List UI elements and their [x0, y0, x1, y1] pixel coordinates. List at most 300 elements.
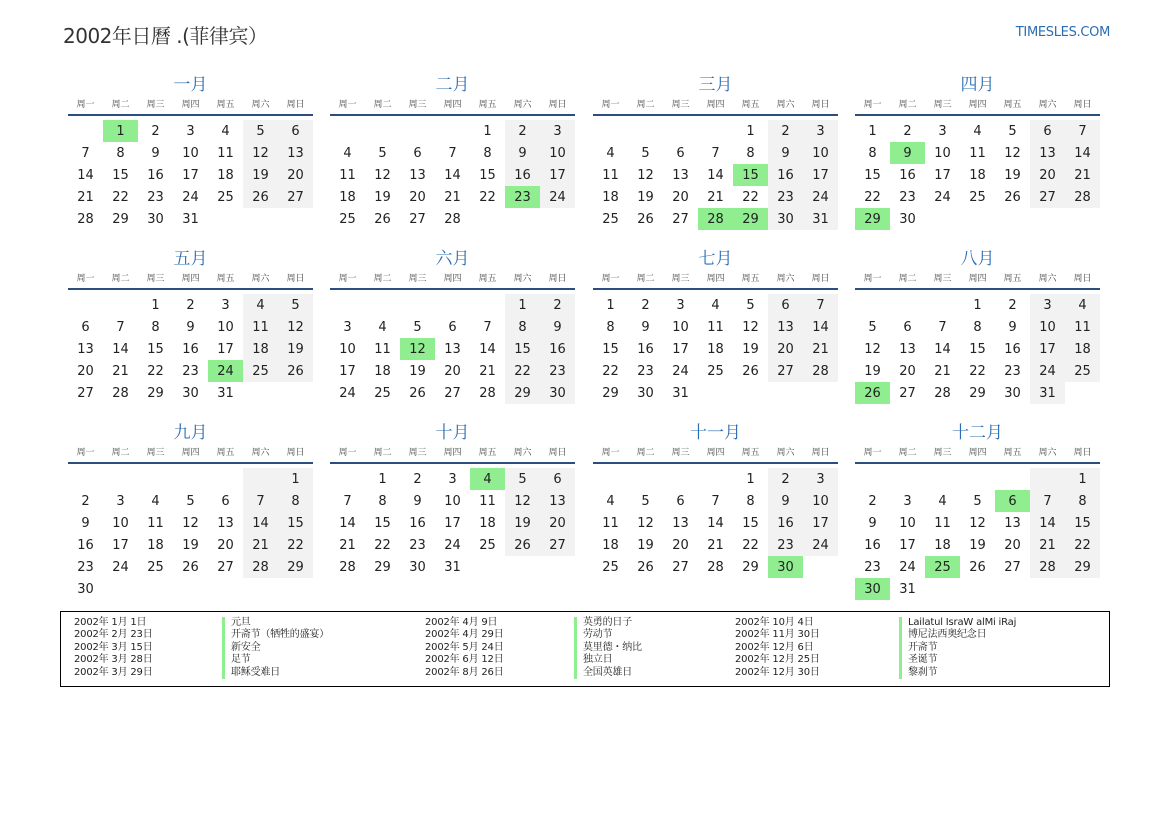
day-cell: 27	[278, 186, 313, 208]
month-block	[68, 248, 313, 404]
day-cell: 7	[343, 493, 352, 509]
weekday-label: 周四	[181, 274, 200, 284]
day-cell: 21	[339, 537, 356, 553]
day-cell: 25	[339, 211, 356, 227]
day-cell: 29	[278, 556, 313, 578]
day-cell: 15	[374, 515, 391, 531]
holiday-dates-col-1	[74, 617, 153, 679]
holiday-list	[60, 611, 1110, 687]
day-cell: 8	[151, 319, 160, 335]
day-cell: 12	[243, 142, 278, 164]
day-cell: 7	[1030, 490, 1065, 512]
day-cell: 23	[77, 559, 94, 575]
empty-day-cell	[1065, 208, 1100, 230]
day-cell: 26	[505, 534, 540, 556]
weekday-label: 周六	[1038, 100, 1057, 110]
weekday-label: 周六	[776, 100, 795, 110]
day-cell: 8	[746, 493, 755, 509]
holiday-date: 2002年 12月 25日	[735, 654, 820, 666]
day-cell: 3	[938, 123, 947, 139]
day-cell: 20	[1004, 537, 1021, 553]
empty-day-cell	[890, 294, 925, 316]
holiday-name: 圣诞节	[908, 654, 938, 666]
day-cell: 19	[637, 189, 654, 205]
day-cell: 20	[768, 338, 803, 360]
weekday-label: 周五	[478, 448, 497, 458]
day-cell: 28	[243, 556, 278, 578]
holiday-date: 2002年 6月 12日	[425, 654, 504, 666]
day-cell: 24	[803, 534, 838, 556]
empty-day-cell	[68, 120, 103, 142]
day-cell: 28	[1065, 186, 1100, 208]
day-cell: 9	[186, 319, 195, 335]
empty-day-cell	[855, 294, 890, 316]
day-cell: 10	[540, 142, 575, 164]
day-cell: 1	[151, 297, 160, 313]
day-cell: 15	[1065, 512, 1100, 534]
day-cell: 3	[803, 468, 838, 490]
day-cell: 13	[899, 341, 916, 357]
day-cell: 15	[864, 167, 881, 183]
day-cell: 22	[864, 189, 881, 205]
empty-day-cell	[330, 294, 365, 316]
day-cell: 3	[803, 120, 838, 142]
weekday-label: 周一	[76, 448, 95, 458]
day-cell: 25	[707, 363, 724, 379]
empty-day-cell	[995, 208, 1030, 230]
weekday-label: 周三	[408, 448, 427, 458]
day-cell: 12	[182, 515, 199, 531]
day-cell: 9	[868, 515, 877, 531]
day-cell: 8	[116, 145, 125, 161]
day-cell: 13	[1004, 515, 1021, 531]
day-cell: 11	[339, 167, 356, 183]
month-name: 一月	[173, 75, 208, 95]
day-cell: 11	[1065, 316, 1100, 338]
holiday-name: 黎刹节	[908, 666, 938, 678]
day-cell: 2	[540, 294, 575, 316]
holiday-name: 耶稣受难日	[231, 666, 280, 678]
day-cell: 29	[602, 385, 619, 401]
day-cell: 19	[742, 341, 759, 357]
holiday-date: 2002年 3月 28日	[74, 654, 153, 666]
day-cell: 4	[378, 319, 387, 335]
day-cell: 6	[540, 468, 575, 490]
day-cell: 22	[742, 537, 759, 553]
holiday-date: 2002年 3月 29日	[74, 666, 153, 678]
weekday-label: 周四	[443, 100, 462, 110]
weekday-label: 周六	[251, 274, 270, 284]
day-cell: 27	[77, 385, 94, 401]
day-cell: 4	[343, 145, 352, 161]
weekday-label: 周五	[1003, 274, 1022, 284]
day-cell: 15	[742, 515, 759, 531]
day-cell: 25	[243, 360, 278, 382]
weekday-label: 周四	[706, 274, 725, 284]
weekday-label: 周三	[671, 274, 690, 284]
day-cell: 4	[243, 294, 278, 316]
day-cell: 31	[672, 385, 689, 401]
day-cell: 29	[374, 559, 391, 575]
empty-day-cell	[1065, 578, 1100, 600]
day-cell: 26	[374, 211, 391, 227]
day-cell: 2	[868, 493, 877, 509]
day-cell: 25	[147, 559, 164, 575]
month-block	[593, 74, 838, 230]
day-grid	[855, 120, 1100, 230]
month-block	[593, 422, 838, 578]
day-cell: 6	[1030, 120, 1065, 142]
day-cell: 26	[742, 363, 759, 379]
day-cell: 7	[81, 145, 90, 161]
empty-day-cell	[243, 382, 278, 404]
day-cell: 24	[899, 559, 916, 575]
day-cell: 15	[733, 164, 768, 186]
weekday-label: 周六	[251, 448, 270, 458]
holiday-date: 2002年 12月 6日	[735, 641, 814, 653]
month-name: 七月	[698, 249, 733, 269]
empty-day-cell	[733, 382, 768, 404]
day-cell: 10	[444, 493, 461, 509]
day-cell: 6	[903, 319, 912, 335]
day-cell: 8	[278, 490, 313, 512]
day-cell: 18	[374, 363, 391, 379]
holiday-name: Lailatul IsraW alMi iRaj	[908, 617, 1017, 628]
empty-day-cell	[330, 120, 365, 142]
empty-day-cell	[243, 468, 278, 490]
weekday-header	[855, 272, 1100, 290]
day-cell: 20	[409, 189, 426, 205]
day-cell: 20	[899, 363, 916, 379]
weekday-label: 周三	[671, 448, 690, 458]
weekday-label: 周日	[1073, 274, 1092, 284]
day-cell: 6	[676, 493, 685, 509]
day-cell: 19	[969, 537, 986, 553]
day-cell: 19	[243, 164, 278, 186]
day-cell: 15	[969, 341, 986, 357]
day-cell: 14	[803, 316, 838, 338]
weekday-label: 周六	[513, 274, 532, 284]
day-cell: 8	[378, 493, 387, 509]
day-cell: 8	[1065, 490, 1100, 512]
empty-day-cell	[698, 382, 733, 404]
day-cell: 12	[637, 167, 654, 183]
empty-day-cell	[960, 208, 995, 230]
day-cell: 4	[221, 123, 230, 139]
weekday-label: 周三	[933, 100, 952, 110]
day-cell: 11	[602, 515, 619, 531]
weekday-label: 周二	[111, 100, 130, 110]
day-cell: 13	[672, 515, 689, 531]
day-cell: 17	[672, 341, 689, 357]
day-cell: 3	[676, 297, 685, 313]
day-cell: 8	[746, 145, 755, 161]
weekday-label: 周四	[181, 100, 200, 110]
site-link[interactable]: TIMESLES.COM	[1015, 25, 1110, 40]
day-cell: 6	[995, 490, 1030, 512]
holiday-name: 莫里德・纳比	[583, 641, 642, 653]
empty-day-cell	[68, 468, 103, 490]
day-cell: 1	[868, 123, 877, 139]
day-cell: 12	[637, 515, 654, 531]
weekday-label: 周六	[1038, 448, 1057, 458]
holiday-date: 2002年 5月 24日	[425, 641, 504, 653]
day-cell: 9	[641, 319, 650, 335]
day-cell: 22	[374, 537, 391, 553]
weekday-header	[330, 272, 575, 290]
day-cell: 30	[637, 385, 654, 401]
day-cell: 21	[707, 537, 724, 553]
day-cell: 20	[672, 537, 689, 553]
empty-day-cell	[593, 120, 628, 142]
day-cell: 23	[864, 559, 881, 575]
weekday-label: 周四	[443, 274, 462, 284]
holiday-name: 全国英雄日	[583, 666, 632, 678]
holiday-name: 博尼法西奥纪念日	[908, 629, 987, 641]
day-cell: 7	[711, 493, 720, 509]
day-cell: 22	[602, 363, 619, 379]
day-cell: 28	[1030, 556, 1065, 578]
weekday-header	[593, 98, 838, 116]
day-cell: 5	[641, 145, 650, 161]
day-cell: 24	[672, 363, 689, 379]
weekday-label: 周五	[741, 100, 760, 110]
month-name: 六月	[435, 249, 470, 269]
weekday-label: 周日	[286, 100, 305, 110]
weekday-label: 周一	[863, 448, 882, 458]
day-cell: 19	[409, 363, 426, 379]
weekday-label: 周日	[548, 100, 567, 110]
weekday-label: 周二	[111, 448, 130, 458]
day-cell: 8	[483, 145, 492, 161]
weekday-label: 周三	[146, 448, 165, 458]
day-cell: 13	[1030, 142, 1065, 164]
weekday-label: 周一	[76, 274, 95, 284]
day-cell: 27	[540, 534, 575, 556]
day-cell: 5	[378, 145, 387, 161]
day-cell: 1	[103, 120, 138, 142]
empty-day-cell	[768, 382, 803, 404]
day-cell: 16	[147, 167, 164, 183]
weekday-label: 周五	[478, 274, 497, 284]
month-block	[330, 248, 575, 404]
day-cell: 19	[278, 338, 313, 360]
empty-day-cell	[400, 120, 435, 142]
day-cell: 23	[768, 186, 803, 208]
day-cell: 3	[221, 297, 230, 313]
weekday-label: 周一	[338, 100, 357, 110]
day-cell: 29	[855, 208, 890, 230]
day-cell: 9	[540, 316, 575, 338]
empty-day-cell	[995, 468, 1030, 490]
day-cell: 10	[217, 319, 234, 335]
weekday-header	[68, 446, 313, 464]
month-name: 二月	[435, 75, 470, 95]
day-cell: 2	[186, 297, 195, 313]
empty-day-cell	[628, 120, 663, 142]
day-cell: 9	[890, 142, 925, 164]
day-cell: 12	[278, 316, 313, 338]
holiday-names-col-1	[222, 617, 329, 679]
empty-day-cell	[540, 556, 575, 578]
day-cell: 6	[413, 145, 422, 161]
day-cell: 30	[768, 208, 803, 230]
day-cell: 27	[444, 385, 461, 401]
day-cell: 22	[742, 189, 759, 205]
weekday-label: 周二	[373, 448, 392, 458]
day-cell: 11	[602, 167, 619, 183]
day-cell: 28	[707, 559, 724, 575]
empty-day-cell	[593, 468, 628, 490]
weekday-label: 周四	[968, 274, 987, 284]
day-cell: 4	[711, 297, 720, 313]
day-cell: 17	[339, 363, 356, 379]
day-cell: 10	[339, 341, 356, 357]
day-grid	[593, 468, 838, 578]
day-cell: 17	[899, 537, 916, 553]
day-cell: 23	[182, 363, 199, 379]
weekday-label: 周六	[776, 448, 795, 458]
weekday-header	[855, 98, 1100, 116]
empty-day-cell	[243, 208, 278, 230]
day-cell: 19	[182, 537, 199, 553]
holiday-date: 2002年 1月 1日	[74, 617, 147, 628]
day-cell: 29	[1065, 556, 1100, 578]
month-block	[68, 74, 313, 230]
day-cell: 14	[1030, 512, 1065, 534]
weekday-label: 周日	[1073, 448, 1092, 458]
weekday-label: 周四	[706, 100, 725, 110]
day-cell: 24	[1030, 360, 1065, 382]
day-cell: 10	[1030, 316, 1065, 338]
day-cell: 22	[147, 363, 164, 379]
day-cell: 30	[147, 211, 164, 227]
day-cell: 19	[637, 537, 654, 553]
day-cell: 7	[448, 145, 457, 161]
day-cell: 11	[217, 145, 234, 161]
empty-day-cell	[925, 294, 960, 316]
day-cell: 1	[606, 297, 615, 313]
day-cell: 17	[540, 164, 575, 186]
weekday-label: 周四	[706, 448, 725, 458]
day-cell: 4	[606, 493, 615, 509]
empty-day-cell	[1030, 578, 1065, 600]
day-cell: 27	[672, 559, 689, 575]
day-grid	[593, 120, 838, 230]
day-cell: 6	[221, 493, 230, 509]
day-cell: 21	[1030, 534, 1065, 556]
month-name: 十月	[435, 423, 470, 443]
empty-day-cell	[173, 468, 208, 490]
day-cell: 14	[934, 341, 951, 357]
day-cell: 8	[868, 145, 877, 161]
day-cell: 7	[938, 319, 947, 335]
day-cell: 5	[278, 294, 313, 316]
month-name: 四月	[960, 75, 995, 95]
day-cell: 24	[934, 189, 951, 205]
empty-day-cell	[505, 208, 540, 230]
day-cell: 28	[339, 559, 356, 575]
day-cell: 2	[768, 120, 803, 142]
day-cell: 28	[77, 211, 94, 227]
weekday-label: 周四	[181, 448, 200, 458]
day-cell: 12	[969, 515, 986, 531]
day-cell: 12	[374, 167, 391, 183]
holiday-date: 2002年 3月 15日	[74, 641, 153, 653]
month-block	[855, 74, 1100, 230]
weekday-label: 周二	[898, 448, 917, 458]
day-cell: 14	[707, 515, 724, 531]
holiday-name: 独立日	[583, 654, 613, 666]
day-cell: 23	[1004, 363, 1021, 379]
month-name: 九月	[173, 423, 208, 443]
day-cell: 5	[973, 493, 982, 509]
day-cell: 2	[641, 297, 650, 313]
weekday-label: 周日	[811, 100, 830, 110]
day-cell: 8	[505, 316, 540, 338]
weekday-label: 周四	[443, 448, 462, 458]
day-cell: 5	[243, 120, 278, 142]
day-cell: 27	[1004, 559, 1021, 575]
day-cell: 2	[1008, 297, 1017, 313]
day-cell: 1	[483, 123, 492, 139]
holiday-date: 2002年 10月 4日	[735, 617, 814, 628]
day-cell: 4	[470, 468, 505, 490]
day-cell: 4	[606, 145, 615, 161]
day-cell: 25	[479, 537, 496, 553]
day-cell: 5	[868, 319, 877, 335]
day-cell: 9	[81, 515, 90, 531]
day-cell: 18	[934, 537, 951, 553]
empty-day-cell	[138, 468, 173, 490]
day-cell: 17	[803, 512, 838, 534]
day-cell: 22	[112, 189, 129, 205]
day-cell: 2	[413, 471, 422, 487]
day-cell: 26	[855, 382, 890, 404]
day-cell: 28	[479, 385, 496, 401]
day-cell: 17	[112, 537, 129, 553]
weekday-label: 周六	[776, 274, 795, 284]
empty-day-cell	[435, 120, 470, 142]
empty-day-cell	[698, 468, 733, 490]
day-cell: 20	[278, 164, 313, 186]
day-cell: 31	[182, 211, 199, 227]
day-cell: 20	[672, 189, 689, 205]
day-cell: 25	[602, 211, 619, 227]
month-block	[68, 422, 313, 600]
weekday-label: 周五	[1003, 448, 1022, 458]
day-cell: 13	[540, 490, 575, 512]
day-cell: 22	[505, 360, 540, 382]
day-cell: 31	[217, 385, 234, 401]
empty-day-cell	[1030, 208, 1065, 230]
day-cell: 29	[733, 208, 768, 230]
day-cell: 18	[1065, 338, 1100, 360]
day-cell: 27	[899, 385, 916, 401]
weekday-label: 周一	[601, 274, 620, 284]
day-cell: 16	[864, 537, 881, 553]
day-cell: 10	[803, 142, 838, 164]
holiday-date: 2002年 2月 23日	[74, 629, 153, 641]
empty-day-cell	[173, 578, 208, 600]
empty-day-cell	[138, 578, 173, 600]
day-cell: 1	[378, 471, 387, 487]
day-cell: 5	[413, 319, 422, 335]
day-cell: 23	[899, 189, 916, 205]
weekday-label: 周四	[968, 100, 987, 110]
day-cell: 28	[803, 360, 838, 382]
day-cell: 20	[444, 363, 461, 379]
